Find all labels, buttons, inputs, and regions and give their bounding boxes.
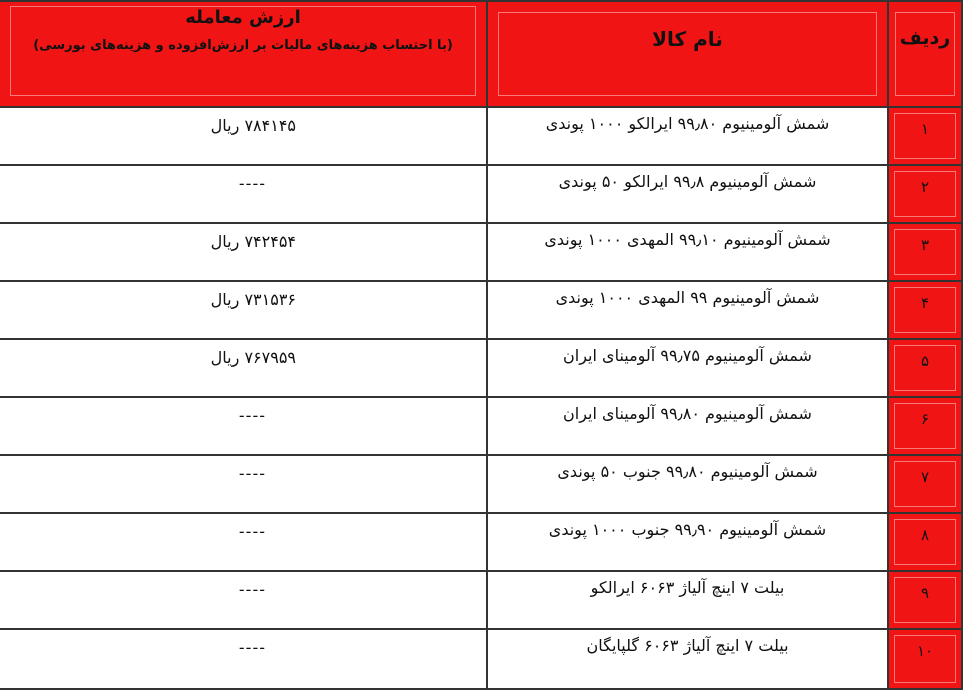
row-value-cell (0, 223, 487, 281)
row-index: ۴ (920, 294, 930, 312)
row-index-cell (888, 165, 962, 223)
table-row (0, 513, 962, 571)
row-name-cell (487, 223, 888, 281)
row-index-cell (888, 397, 962, 455)
row-name-cell (487, 107, 888, 165)
row-name-cell (487, 281, 888, 339)
table-row (0, 571, 962, 629)
header-name-label: نام کالا (652, 27, 723, 51)
row-index-cell (888, 629, 962, 689)
row-name-cell (487, 513, 888, 571)
row-name: شمش آلومینیوم ۹۹٫۹۰ جنوب ۱۰۰۰ پوندی (548, 520, 827, 539)
row-index: ۸ (920, 526, 930, 544)
row-value-cell (0, 571, 487, 629)
table-row (0, 629, 962, 689)
row-name-cell (487, 571, 888, 629)
row-value-cell (0, 281, 487, 339)
row-value-cell (0, 165, 487, 223)
row-index: ۳ (920, 236, 930, 254)
row-index: ۶ (920, 410, 930, 428)
row-value: ۷۸۴۱۴۵ ریال (210, 116, 296, 135)
row-name: شمش آلومینیوم ۹۹٫۸۰ جنوب ۵۰ پوندی (557, 462, 818, 481)
header-value-sublabel: (با احتساب هزینه‌های مالیات بر ارزش‌افزوده و هزینه‌های بورسی) (33, 38, 453, 53)
row-name: شمش آلومینیوم ۹۹٫۸ ایرالکو ۵۰ پوندی (558, 172, 817, 191)
row-index: ۷ (920, 468, 930, 486)
table-row (0, 281, 962, 339)
row-name-cell (487, 455, 888, 513)
row-index: ۵ (920, 352, 930, 370)
row-name-cell (487, 629, 888, 689)
row-name: شمش آلومینیوم ۹۹٫۸۰ ایرالکو ۱۰۰۰ پوندی (545, 114, 830, 133)
row-value-cell (0, 397, 487, 455)
table-row (0, 455, 962, 513)
header-name (487, 1, 888, 107)
row-value: ---- (238, 580, 266, 599)
row-name-cell (487, 165, 888, 223)
row-index-cell (888, 513, 962, 571)
header-index (888, 1, 962, 107)
row-value: ---- (238, 406, 266, 425)
row-name-cell (487, 339, 888, 397)
row-name: بیلت ۷ اینچ آلیاژ ۶۰۶۳ گلپایگان (586, 636, 789, 655)
row-index-cell (888, 571, 962, 629)
row-value: ---- (238, 638, 266, 657)
row-name: شمش آلومینیوم ۹۹٫۷۵ آلومینای ایران (563, 346, 812, 365)
table-row (0, 223, 962, 281)
table-header-row (0, 1, 962, 107)
row-index: ۱۰ (916, 642, 934, 660)
row-value: ۷۳۱۵۳۶ ریال (210, 290, 296, 309)
header-index-label: ردیف (899, 27, 951, 49)
row-index: ۲ (920, 178, 930, 196)
table-row (0, 339, 962, 397)
row-index-cell (888, 107, 962, 165)
row-name: شمش آلومینیوم ۹۹ المهدی ۱۰۰۰ پوندی (555, 288, 820, 307)
header-value-label: ارزش معامله (185, 7, 301, 28)
table-row (0, 165, 962, 223)
row-name: شمش آلومینیوم ۹۹٫۸۰ آلومینای ایران (563, 404, 812, 423)
row-name: شمش آلومینیوم ۹۹٫۱۰ المهدی ۱۰۰۰ پوندی (544, 230, 831, 249)
row-value-cell (0, 339, 487, 397)
row-index-cell (888, 223, 962, 281)
row-name-cell (487, 397, 888, 455)
row-value: ۷۶۷۹۵۹ ریال (210, 348, 296, 367)
table-row (0, 397, 962, 455)
row-index: ۱ (920, 120, 930, 138)
header-value (0, 1, 487, 107)
row-name: بیلت ۷ اینچ آلیاژ ۶۰۶۳ ایرالکو (590, 578, 785, 597)
row-value: ---- (238, 174, 266, 193)
row-value-cell (0, 629, 487, 689)
table-row (0, 107, 962, 165)
row-value: ---- (238, 522, 266, 541)
row-index: ۹ (920, 584, 930, 602)
row-value: ۷۴۲۴۵۴ ریال (210, 232, 296, 251)
row-index-cell (888, 455, 962, 513)
row-value-cell (0, 513, 487, 571)
row-value-cell (0, 455, 487, 513)
row-value: ---- (238, 464, 266, 483)
row-index-cell (888, 281, 962, 339)
row-value-cell (0, 107, 487, 165)
row-index-cell (888, 339, 962, 397)
